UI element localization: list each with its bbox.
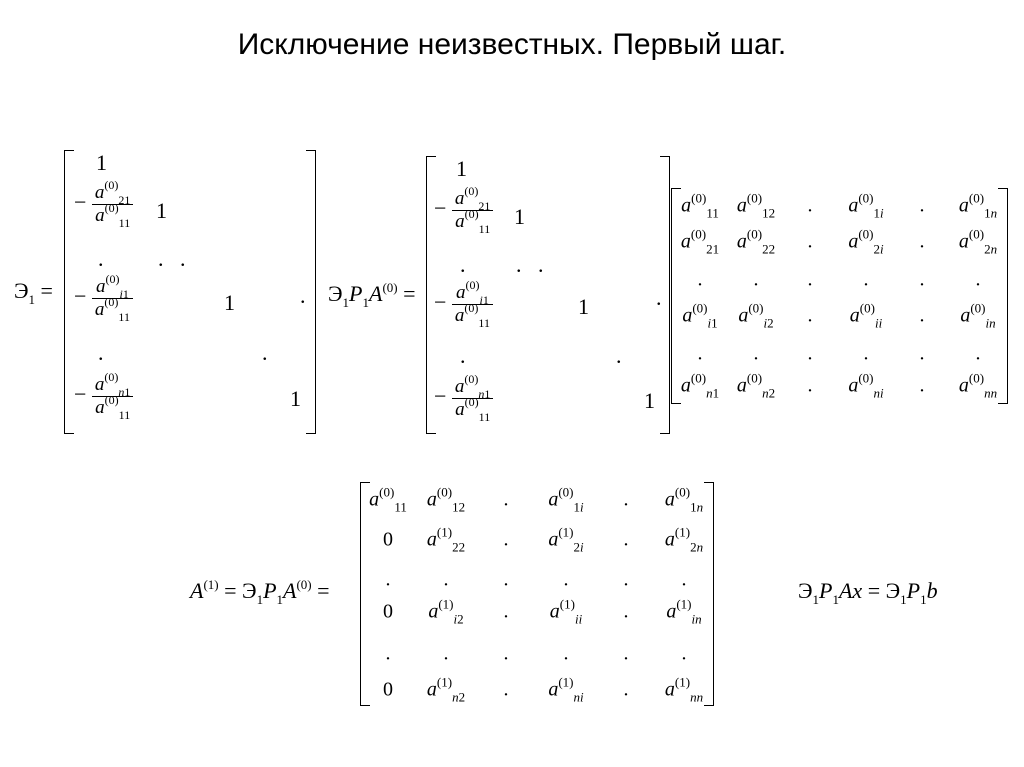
e2-entry-i1: − $\frac{a^{(0)}_{i1}}{a^{(0)}_{11}}$ [434, 282, 493, 327]
e2-dots-row3b: . . [516, 252, 544, 277]
a0-cell: . [919, 230, 925, 253]
page-title: Исключение неизвестных. Первый шаг. [237, 28, 787, 61]
a0-cell: . [975, 268, 981, 291]
e1-dots-row3: . [98, 246, 104, 271]
e1-dot-right: . [300, 283, 306, 308]
a1-cell: . [503, 678, 509, 701]
e4-equation: $Э_1P_1Ax = Э_1P_1b$ [798, 578, 938, 607]
a0-cell: . [753, 268, 759, 291]
a0-cell: $a^{(0)}_{n1}$ [680, 370, 720, 401]
a0-cell: . [863, 268, 869, 291]
a1-bracket-left [360, 482, 370, 706]
e1-entry-n1: − $\frac{a^{(0)}_{n1}}{a^{(0)}_{11}}$ [74, 374, 133, 419]
a0-cell: . [919, 304, 925, 327]
e3-label: $A^{(1)} = Э_1P_1A^{(0)}$ = [190, 577, 330, 607]
a0-cell: . [919, 374, 925, 397]
e1-entry-nn: 1 [290, 386, 301, 411]
a0-cell: $a^{(0)}_{ii}$ [849, 300, 883, 331]
a0-cell: . [919, 342, 925, 365]
a1-cell: $a^{(1)}_{2n}$ [664, 524, 704, 555]
a0-cell: . [807, 374, 813, 397]
a1-cell: . [385, 642, 391, 665]
a1-cell: $a^{(1)}_{in}$ [666, 596, 702, 627]
a1-cell: 0 [383, 528, 393, 551]
a1-cell: . [503, 488, 509, 511]
e2-bracket-right [660, 156, 670, 434]
a0-bracket-left [671, 188, 681, 404]
a1-cell: . [443, 642, 449, 665]
a0-cell: $a^{(0)}_{22}$ [736, 226, 776, 257]
a0-cell: $a^{(0)}_{1i}$ [848, 190, 884, 221]
e1-entry-11: 1 [96, 150, 107, 175]
a1-cell: $a^{(1)}_{n2}$ [426, 674, 466, 705]
a1-cell: . [623, 488, 629, 511]
a0-cell: $a^{(0)}_{2i}$ [848, 226, 884, 257]
e2-dots-row5b: . [616, 343, 622, 368]
a0-cell: . [975, 342, 981, 365]
e1-dots-row5: . [98, 340, 104, 365]
a0-cell: $a^{(0)}_{nn}$ [958, 370, 998, 401]
a0-cell: $a^{(0)}_{11}$ [681, 190, 719, 221]
a1-cell: $a^{(1)}_{i2}$ [428, 596, 464, 627]
a1-cell: . [503, 600, 509, 623]
a1-cell: . [443, 568, 449, 591]
a0-cell: $a^{(0)}_{i2}$ [738, 300, 774, 331]
a1-bracket-right [704, 482, 714, 706]
a1-cell: . [503, 642, 509, 665]
a1-cell: $a^{(1)}_{2i}$ [548, 524, 584, 555]
a0-cell: $a^{(0)}_{in}$ [960, 300, 996, 331]
e2-dots-row3: . [460, 252, 466, 277]
a0-cell: . [807, 304, 813, 327]
a1-cell: . [681, 568, 687, 591]
e2-dot-right: . [656, 285, 662, 310]
a0-cell: $a^{(0)}_{1n}$ [958, 190, 998, 221]
e1-bracket-right [306, 150, 316, 434]
a0-cell: . [807, 194, 813, 217]
e1-entry-ii: 1 [224, 290, 235, 315]
e2-entry-nn: 1 [644, 388, 655, 413]
a0-bracket-right [998, 188, 1008, 404]
a0-cell: $a^{(0)}_{n2}$ [736, 370, 776, 401]
a0-cell: $a^{(0)}_{2n}$ [958, 226, 998, 257]
e2-entry-22: 1 [514, 204, 525, 229]
e2-dots-row5: . [460, 343, 466, 368]
e2-label: $Э_1P_1A^{(0)}$ = [328, 280, 416, 310]
a1-cell: . [563, 642, 569, 665]
a0-cell: $a^{(0)}_{i1}$ [682, 300, 718, 331]
a1-cell: 0 [383, 678, 393, 701]
e1-dots-row5b: . [262, 340, 268, 365]
a0-cell: . [807, 342, 813, 365]
a1-cell: $a^{(0)}_{11}$ [369, 484, 407, 515]
e1-bracket-left [64, 150, 74, 434]
a1-cell: $a^{(0)}_{1n}$ [664, 484, 704, 515]
a0-cell: . [753, 342, 759, 365]
a1-cell: . [623, 600, 629, 623]
a1-cell: $a^{(1)}_{nn}$ [664, 674, 704, 705]
e1-dots-row3b: . . [158, 246, 186, 271]
a0-cell: $a^{(0)}_{21}$ [680, 226, 720, 257]
a0-cell: . [697, 268, 703, 291]
a0-cell: . [697, 342, 703, 365]
a1-cell: $a^{(1)}_{ni}$ [548, 674, 584, 705]
a1-cell: . [681, 642, 687, 665]
a0-cell: . [919, 194, 925, 217]
a1-cell: . [623, 678, 629, 701]
a0-cell: . [807, 268, 813, 291]
a1-cell: . [503, 568, 509, 591]
a1-cell: $a^{(1)}_{22}$ [426, 524, 466, 555]
e1-label: $Э_1$ = [14, 278, 53, 307]
a1-cell: . [623, 568, 629, 591]
a1-cell: $a^{(1)}_{ii}$ [549, 596, 583, 627]
a0-cell: $a^{(0)}_{12}$ [736, 190, 776, 221]
a1-cell: . [503, 528, 509, 551]
a0-cell: . [863, 342, 869, 365]
a1-cell: $a^{(0)}_{12}$ [426, 484, 466, 515]
a1-cell: . [385, 568, 391, 591]
a1-cell: 0 [383, 600, 393, 623]
e1-entry-i1: − $\frac{a^{(0)}_{i1}}{a^{(0)}_{11}}$ [74, 276, 133, 321]
e2-entry-11: 1 [456, 156, 467, 181]
a1-cell: . [623, 528, 629, 551]
a0-cell: . [919, 268, 925, 291]
a1-cell: $a^{(0)}_{1i}$ [548, 484, 584, 515]
e2-entry-ii: 1 [578, 294, 589, 319]
a1-cell: . [563, 568, 569, 591]
e1-entry-22: 1 [156, 198, 167, 223]
a0-cell: . [807, 230, 813, 253]
e1-entry-21: − $\frac{a^{(0)}_{21}}{a^{(0)}_{11}}$ [74, 182, 133, 227]
e2-entry-n1: − $\frac{a^{(0)}_{n1}}{a^{(0)}_{11}}$ [434, 376, 493, 421]
e2-entry-21: − $\frac{a^{(0)}_{21}}{a^{(0)}_{11}}$ [434, 188, 493, 233]
a1-cell: . [623, 642, 629, 665]
a0-cell: $a^{(0)}_{ni}$ [848, 370, 884, 401]
